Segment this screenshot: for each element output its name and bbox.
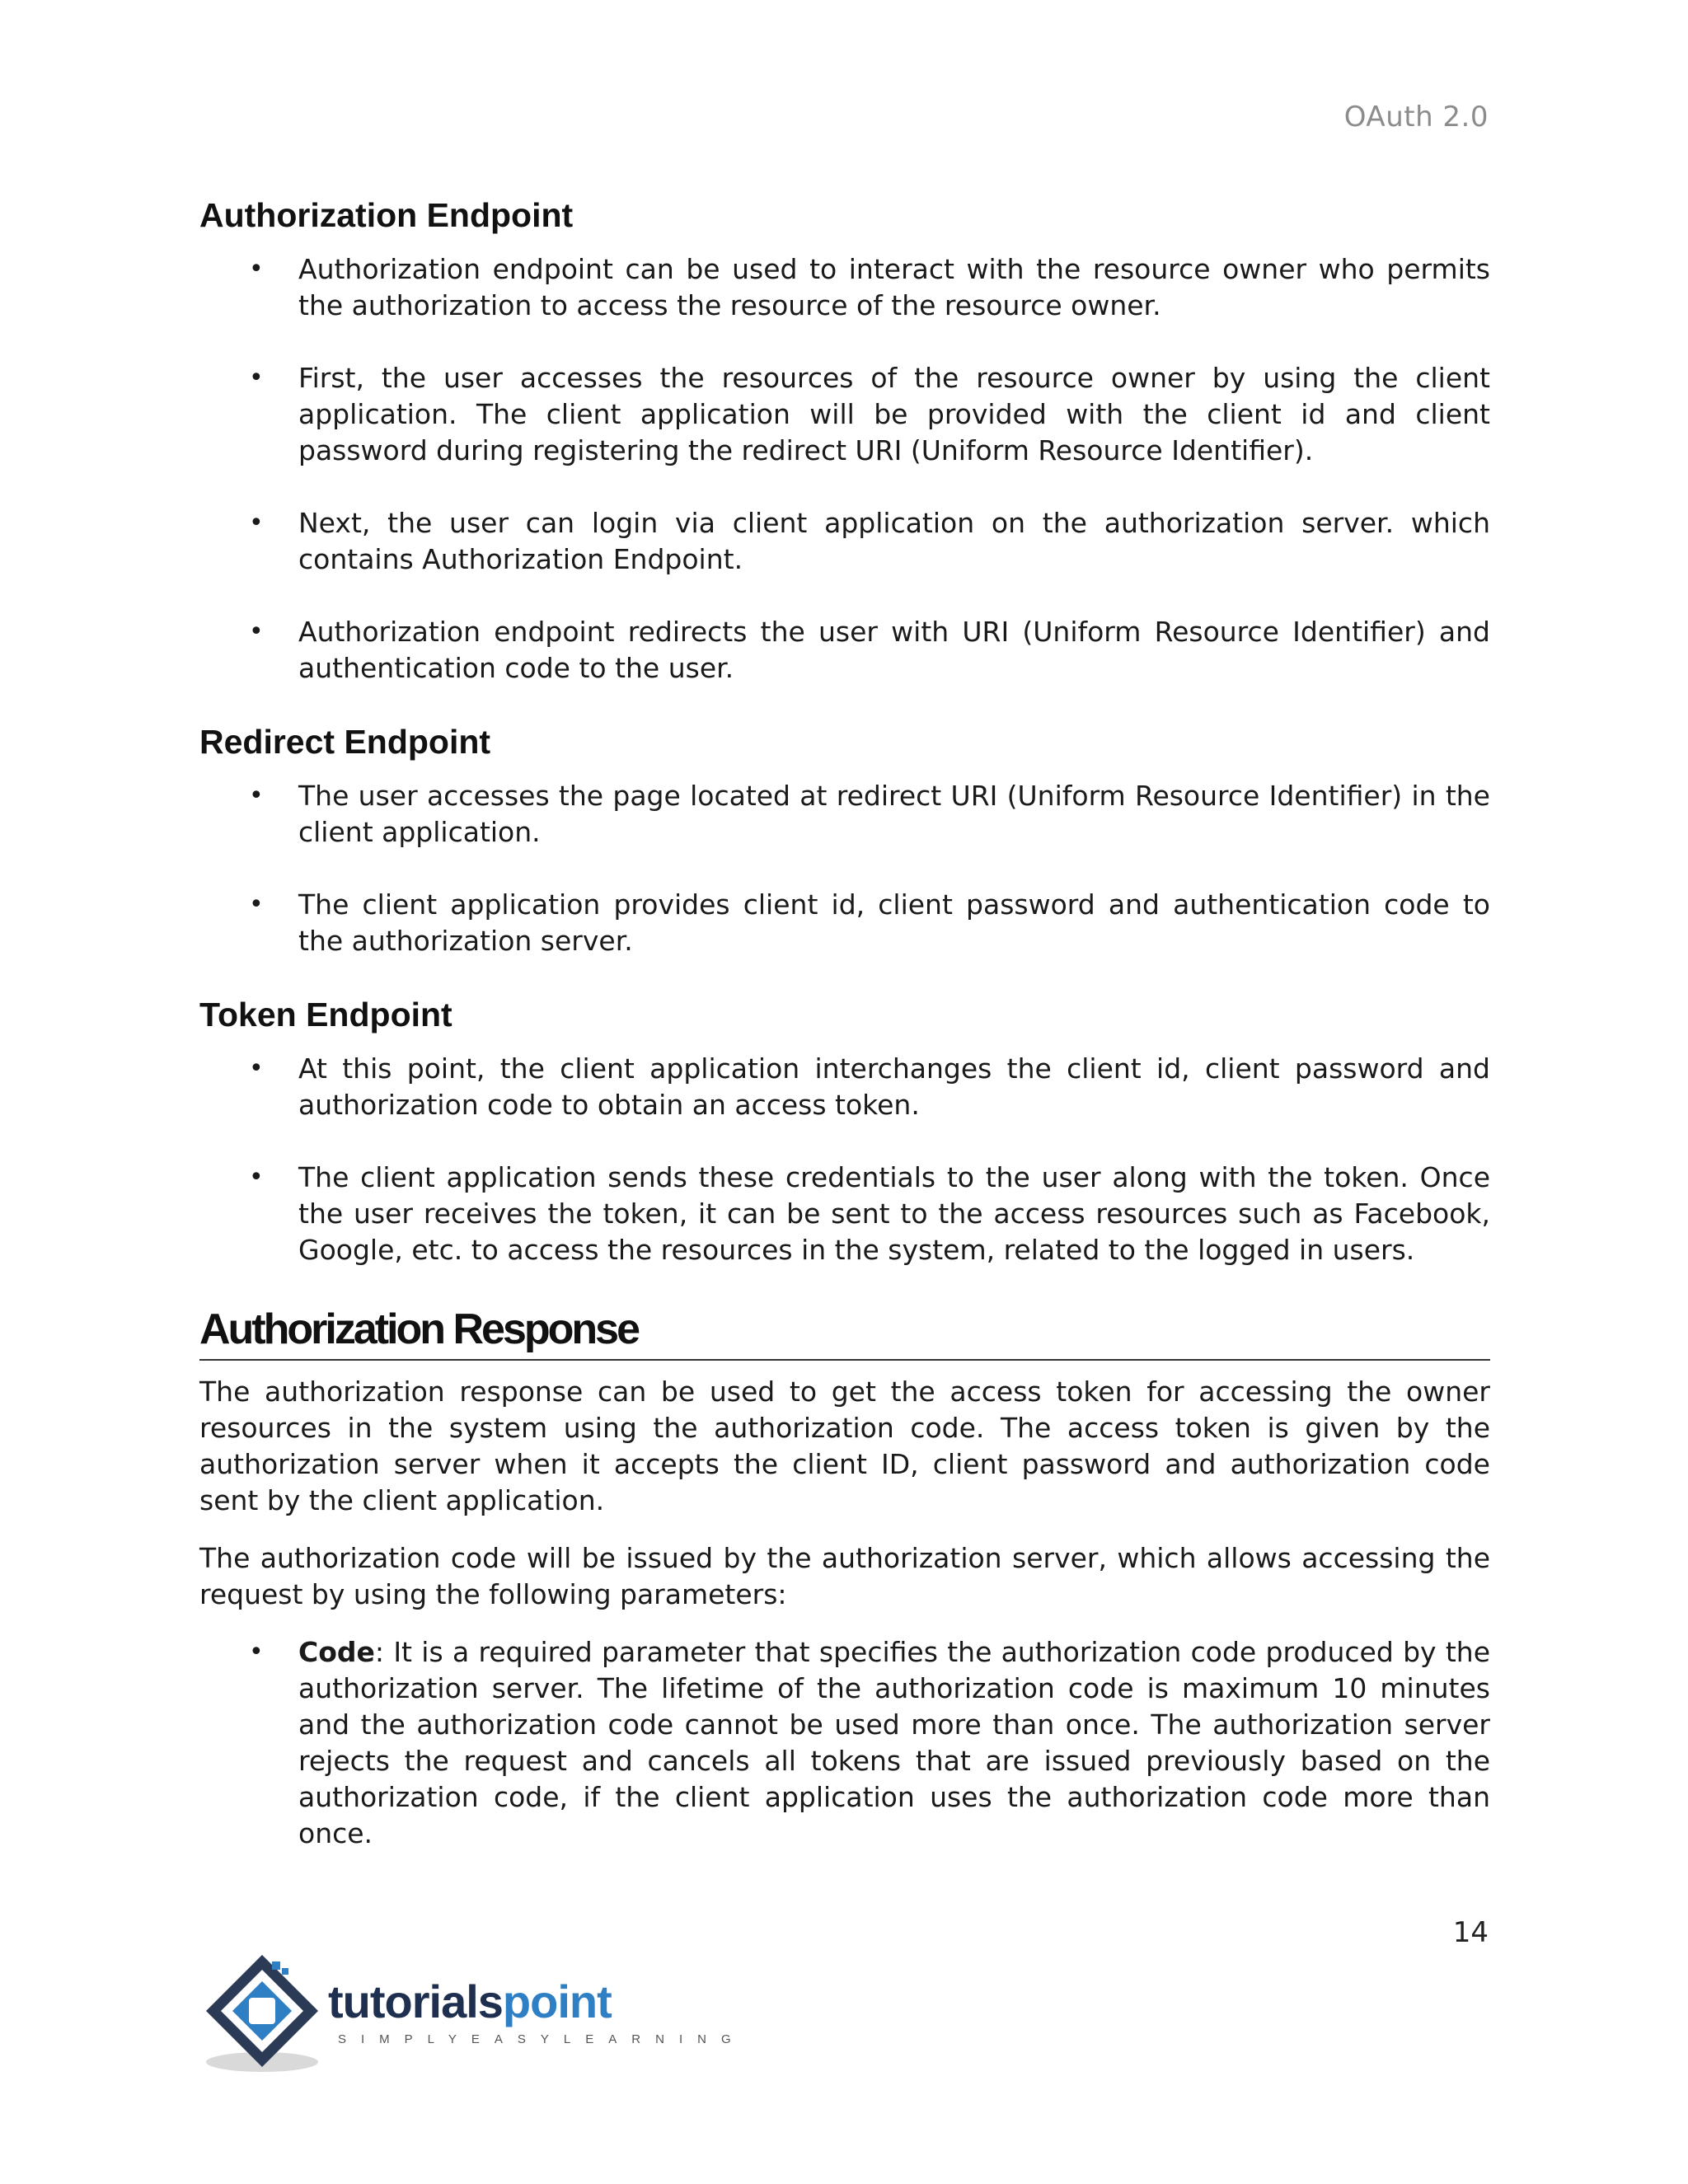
bullet-icon: •	[249, 890, 264, 919]
running-header: OAuth 2.0	[1343, 101, 1489, 134]
list-item-text: The client application sends these credentials to the user along with the token. Once the user receives the token, it can be sent to the access resources such as Facebook, Google, etc. to access the resources in the system, related to the logged in users.	[298, 1161, 1490, 1266]
page-content	[199, 196, 1490, 1888]
list-item	[199, 251, 1490, 324]
bullet-list	[199, 1051, 1490, 1268]
list-item	[199, 360, 1490, 469]
page-number: 14	[1452, 1916, 1489, 1949]
bullet-list	[199, 251, 1490, 687]
section-heading: Redirect Endpoint	[199, 723, 491, 761]
list-item-text: The client application provides client id, client password and authentication code to the authorization server.	[298, 888, 1490, 957]
logo-brand-a: tutorials	[328, 1975, 503, 2027]
paragraph: The authorization response can be used to get the access token for accessing the owner resources in the system using the authorization code. The access token is given by the authorization server when it accepts the client ID, client password and authorization code sent by the client application.	[199, 1376, 1490, 1516]
list-item	[199, 1051, 1490, 1123]
list-item-text: Next, the user can login via client application on the authorization server. which contains Authorization Endpoint.	[298, 507, 1490, 575]
list-item-text: First, the user accesses the resources of the resource owner by using the client application. The client application will be provided with the client id and client password during registering the redirect URI (Uniform Resource Identifier).	[298, 362, 1490, 466]
bullet-icon: •	[249, 255, 264, 284]
logo-tagline: SIMPLYEASYLEARNING	[338, 2032, 746, 2046]
bullet-icon: •	[249, 1163, 264, 1192]
tutorialspoint-logo	[196, 1945, 746, 2085]
bullet-icon: •	[249, 1054, 264, 1083]
bullet-icon: •	[249, 509, 264, 537]
bullet-icon: •	[249, 1638, 264, 1666]
list-item	[199, 1634, 1490, 1852]
bullet-icon: •	[249, 781, 264, 810]
logo-emblem-icon	[196, 1945, 336, 2085]
list-item-text: At this point, the client application interchanges the client id, client password and authorization code to obtain an access token.	[298, 1052, 1490, 1121]
bullet-icon: •	[249, 363, 264, 392]
section-heading: Token Endpoint	[199, 996, 452, 1033]
parameter-term: Code	[298, 1636, 375, 1668]
list-item-text: Authorization endpoint can be used to interact with the resource owner who permits the authorization to access the resource of the resource owner.	[298, 253, 1490, 321]
list-item	[199, 614, 1490, 687]
bullet-list	[199, 778, 1490, 959]
list-item	[199, 887, 1490, 959]
list-item-text: The user accesses the page located at redirect URI (Uniform Resource Identifier) in the client application.	[298, 780, 1490, 848]
section-heading: Authorization Endpoint	[199, 196, 574, 234]
major-heading: Authorization Response	[199, 1305, 1490, 1361]
logo-wordmark	[328, 1975, 612, 2028]
bullet-icon: •	[249, 617, 264, 646]
paragraph: The authorization code will be issued by the authorization server, which allows accessing the request by using the following parameters:	[199, 1542, 1490, 1610]
list-item-text: Authorization endpoint redirects the user with URI (Uniform Resource Identifier) and authentication code to the user.	[298, 616, 1490, 684]
list-item	[199, 505, 1490, 578]
parameter-list	[199, 1634, 1490, 1852]
list-item	[199, 778, 1490, 851]
logo-brand-b: point	[502, 1975, 612, 2027]
list-item	[199, 1160, 1490, 1268]
parameter-description: : It is a required parameter that specifies the authorization code produced by the authorization server. The lifetime of the authorization code is maximum 10 minutes and the authorization code cannot be used more than once. The authorization server rejects the request and cancels all tokens that are issued previously based on the authorization code, if the client application uses the authorization code more than once.	[298, 1636, 1490, 1849]
